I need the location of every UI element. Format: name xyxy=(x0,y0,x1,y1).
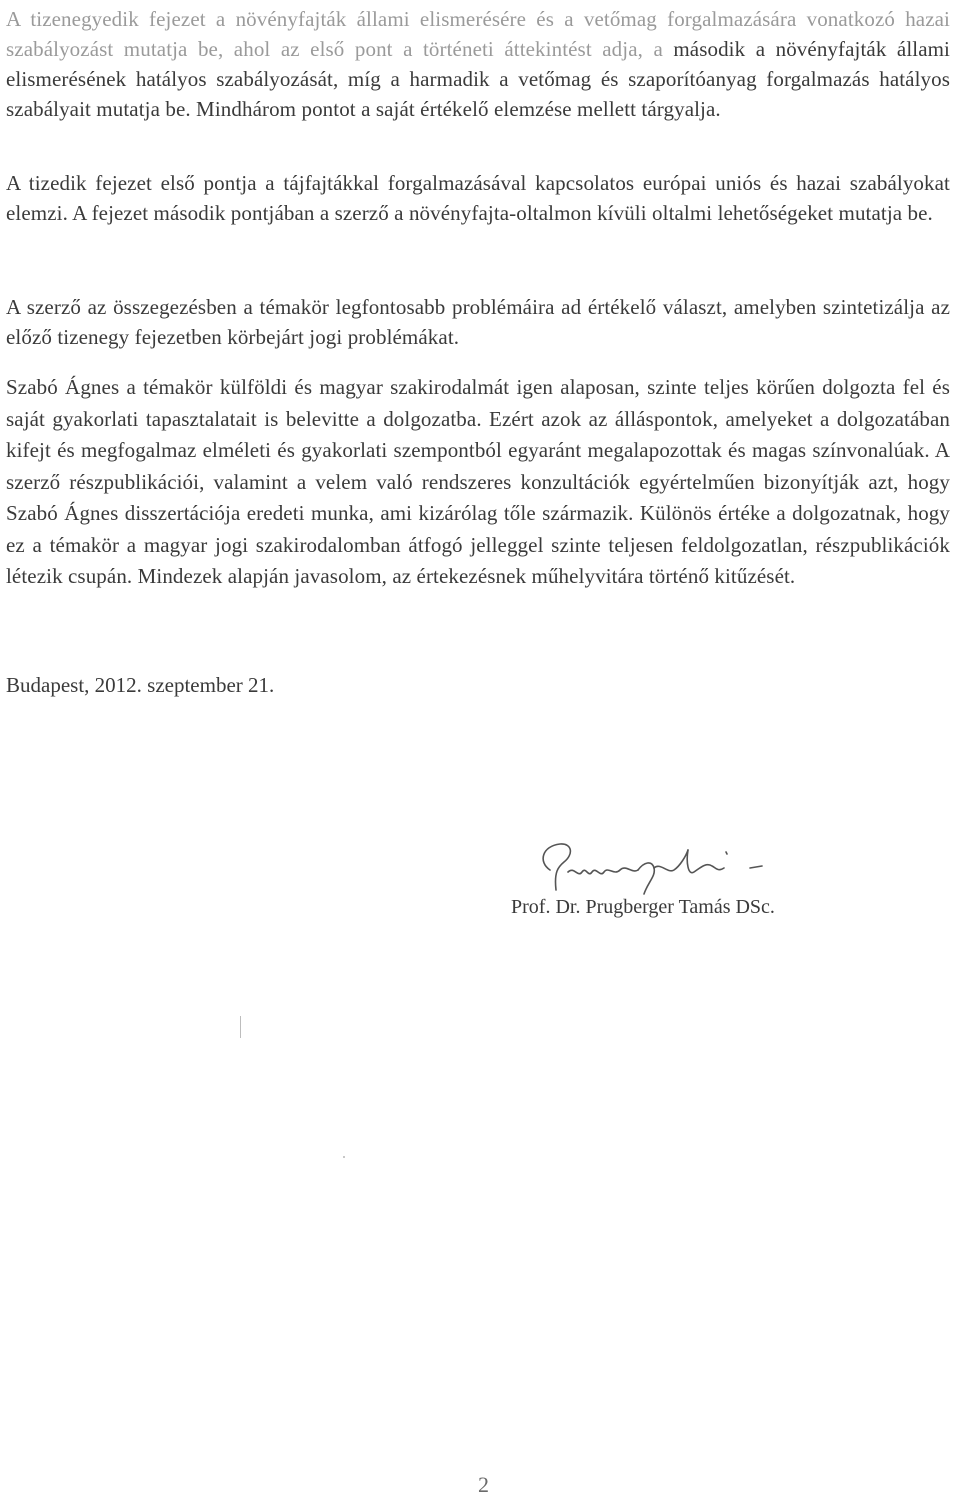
scan-artifact-dot xyxy=(343,1156,345,1158)
paragraph-eleventh-chapter xyxy=(6,4,950,154)
place-date: Budapest, 2012. szeptember 21. xyxy=(6,673,275,697)
paragraph-tenth-chapter: A tizedik fejezet első pontja a tájfajtákkal forgalmazásával kapcsolatos európai uniós és hazai szabályokat elemzi. A fejezet második pontjában a szerző a növényfajta-oltalmon kívüli oltalmi lehetőségeket mutatja be. xyxy=(6,171,950,225)
paragraph-summary: A szerző az összegezésben a témakör legfontosabb problémáira ad értékelő választ, amelyben szintetizálja az előző tizenegy fejezetben körbejárt jogi problémákat. xyxy=(6,295,950,349)
page-number: 2 xyxy=(478,1472,489,1497)
paragraph-text: második a növényfajták állami elismerésének hatályos szabályozását, míg a harmadik a vetőmag és szaporítóanyag forgalmazás hatályos szabályait mutatja be. Mindhárom pontot a saját értékelő elemzése mellett tárgyalja. xyxy=(6,37,950,121)
paragraph-evaluation: Szabó Ágnes a témakör külföldi és magyar szakirodalmát igen alaposan, szinte teljes körűen dolgozta fel és saját gyakorlati tapasztalatait is belevitte a dolgozatba. Ezért azok az álláspontok, amelyeket a dolgozatában kifejt és megfogalmaz elméleti és gyakorlati szempontból egyaránt megalapozottak és magas színvonalúak. A szerző részpublikációi, valamint a velem való rendszeres konzultációk egyértelműen bizonyítják azt, hogy Szabó Ágnes disszertációja eredeti munka, ami kizárólag tőle származik. Különös értéke a dolgozatnak, hogy ez a témakör a magyar jogi szakirodalomban átfogó jelleggel szinte teljesen feldolgozatlan, részpublikációk létezik csupán. Mindezek alapján javasolom, az értekezésnek műhelyvitára történő kitűzését. xyxy=(6,375,950,588)
paragraph-faded-lead: A tizenegyedik fejezet a növényfajták állami elismerésére és a vetőmag forgalmazására vonatkozó hazai szabályozást mutatja be, ahol az első pont a történeti áttekintést adja, a xyxy=(6,7,950,61)
scan-artifact-mark xyxy=(240,1016,241,1038)
signer-name: Prof. Dr. Prugberger Tamás DSc. xyxy=(511,896,775,918)
handwritten-signature xyxy=(528,832,788,902)
